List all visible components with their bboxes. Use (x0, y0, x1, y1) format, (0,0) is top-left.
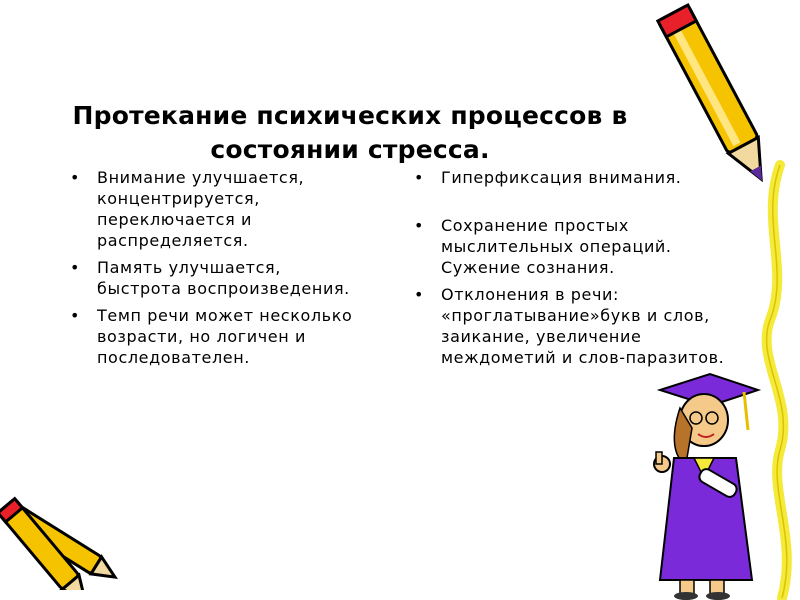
teacher-clipart (640, 368, 765, 600)
slide-title (40, 99, 660, 167)
right-bullet-item: • Гиперфиксация внимания. (414, 167, 744, 188)
left-bullet-item: • Темп речи может несколько возрасти, но логичен и последователен. (70, 305, 360, 368)
right-bullet-item: • Отклонения в речи: «проглатывание»букв и слов, заикание, увеличение междометий и слов-паразитов. (414, 284, 744, 368)
left-bullet-list (70, 167, 360, 374)
left-bullet-item: • Память улучшается, быстрота воспроизведения. (70, 257, 360, 299)
right-bullet-list (414, 167, 744, 374)
slide-title-line1: Протекание психических процессов в (72, 100, 628, 130)
right-bullet-item: • Сохранение простых мыслительных операций. Сужение сознания. (414, 215, 744, 278)
left-bullet-item: • Внимание улучшается, концентрируется, переключается и распределяется. (70, 167, 360, 251)
slide-title-line2: состоянии стресса. (210, 134, 490, 164)
pencils-clipart (0, 480, 130, 590)
